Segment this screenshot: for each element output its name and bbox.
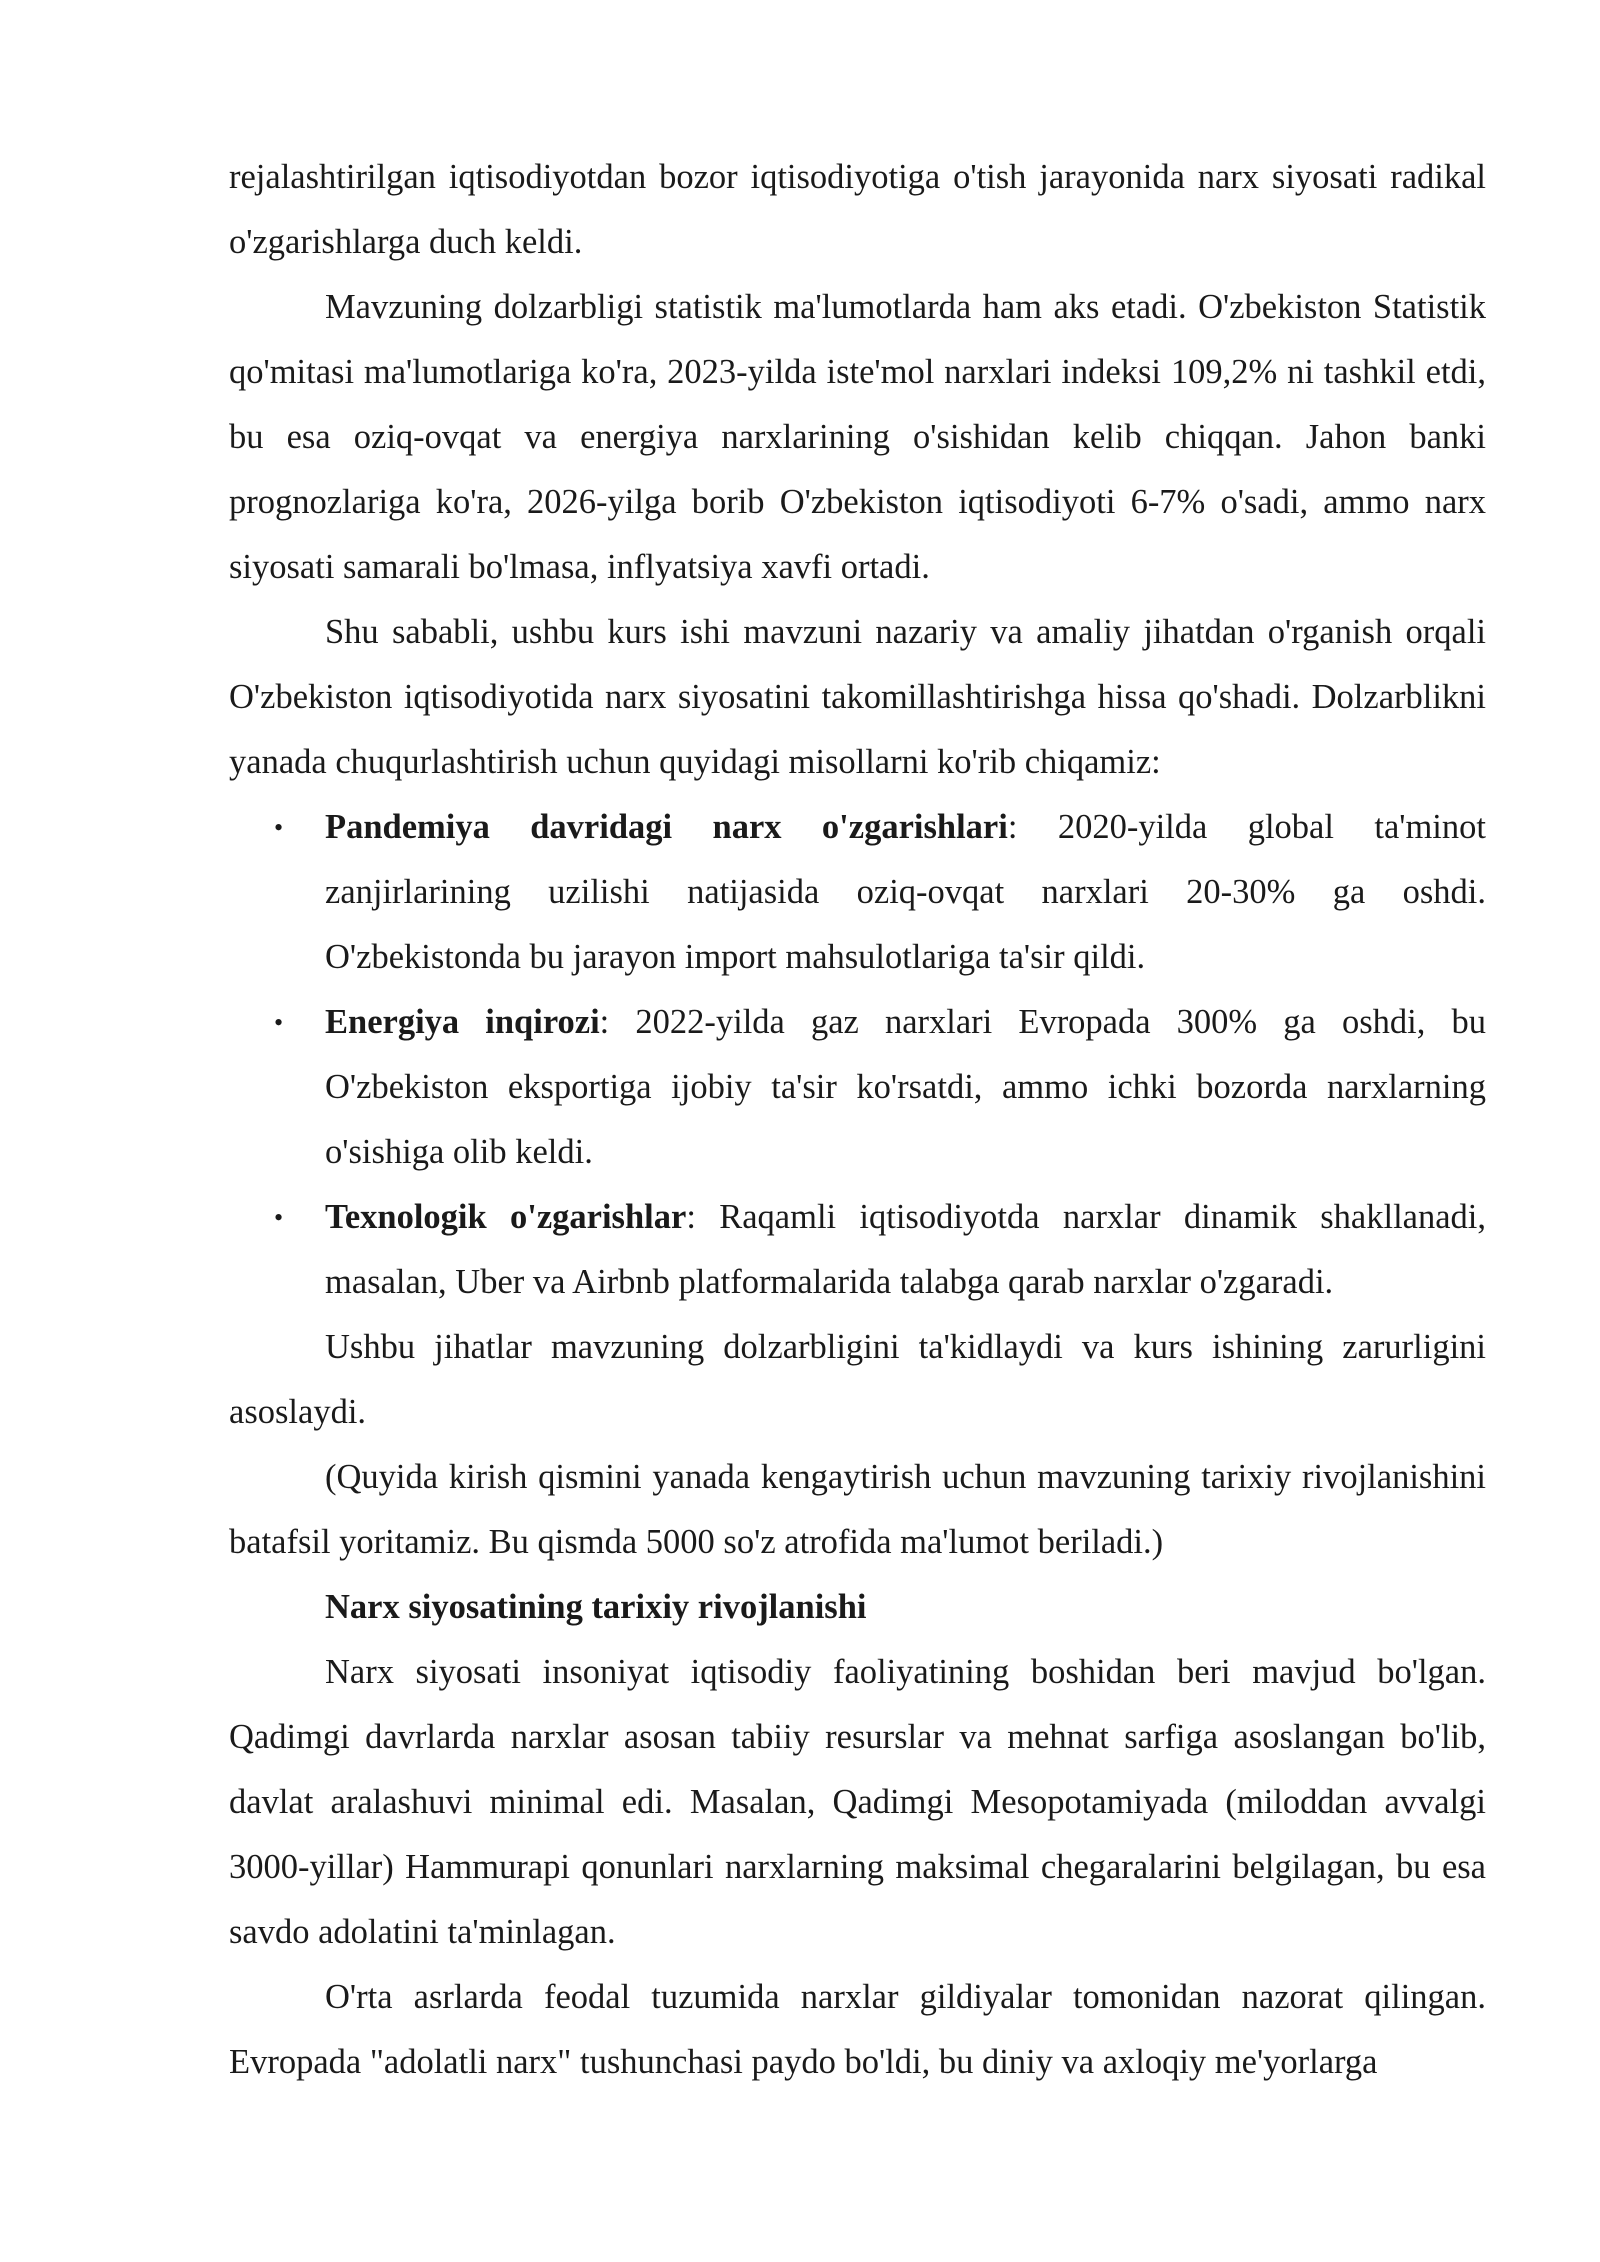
examples-bullet-list bbox=[229, 795, 1486, 1315]
paragraph-relevance-summary: Shu sababli, ushbu kurs ishi mavzuni nazariy va amaliy jihatdan o'rganish orqali O'zbekiston iqtisodiyotida narx siyosatini takomillashtirishga hissa qo'shadi. Dolzarblikni yanada chuqurlashtirish uchun quyidagi misollarni ko'rib chiqamiz: bbox=[229, 613, 1486, 781]
bullet-term: Pandemiya davridagi narx o'zgarishlari bbox=[325, 808, 1008, 846]
paragraph-history-ancient: Narx siyosati insoniyat iqtisodiy faoliyatining boshidan beri mavjud bo'lgan. Qadimgi davrlarda narxlar asosan tabiiy resurslar va mehnat sarfiga asoslangan bo'lib, davlat aralashuvi minimal edi. Masalan, Qadimgi Mesopotamiyada (miloddan avvalgi 3000-yillar) Hammurapi qonunlari narxlarning maksimal chegaralarini belgilagan, bu esa savdo adolatini ta'minlagan. bbox=[229, 1653, 1486, 1951]
bullet-text: : 2020-yilda global ta'minot zanjirlarining uzilishi natijasida oziq-ovqat narxlari 20-30% ga oshdi. O'zbekistonda bu jarayon import mahsulotlariga ta'sir qildi. bbox=[325, 808, 1486, 976]
bullet-icon: • bbox=[274, 1203, 284, 1232]
paragraph-note: (Quyida kirish qismini yanada kengaytirish uchun mavzuning tarixiy rivojlanishini batafsil yoritamiz. Bu qismda 5000 so'z atrofida ma'lumot beriladi.) bbox=[229, 1458, 1486, 1561]
paragraph-history-medieval: O'rta asrlarda feodal tuzumida narxlar gildiyalar tomonidan nazorat qilingan. Evropada "adolatli narx" tushunchasi paydo bo'ldi, bu diniy va axloqiy me'yorlarga bbox=[229, 1978, 1486, 2081]
bullet-term: Energiya inqirozi bbox=[325, 1003, 600, 1041]
paragraph-continuation: rejalashtirilgan iqtisodiyotdan bozor iqtisodiyotiga o'tish jarayonida narx siyosati radikal o'zgarishlarga duch keldi. bbox=[229, 158, 1486, 261]
bullet-icon: • bbox=[274, 813, 284, 842]
list-item bbox=[274, 1185, 1486, 1315]
list-item bbox=[274, 990, 1486, 1185]
section-heading: Narx siyosatining tarixiy rivojlanishi bbox=[325, 1588, 867, 1626]
bullet-term: Texnologik o'zgarishlar bbox=[325, 1198, 687, 1236]
bullet-icon: • bbox=[274, 1008, 284, 1037]
list-item bbox=[274, 795, 1486, 990]
bullet-text: : 2022-yilda gaz narxlari Evropada 300% ga oshdi, bu O'zbekiston eksportiga ijobiy ta'sir ko'rsatdi, ammo ichki bozorda narxlarning o'sishiga olib keldi. bbox=[325, 1003, 1486, 1171]
paragraph-conclusion: Ushbu jihatlar mavzuning dolzarbligini ta'kidlaydi va kurs ishining zarurligini asoslaydi. bbox=[229, 1328, 1486, 1431]
document-page bbox=[229, 145, 1486, 2095]
paragraph-relevance-statistics: Mavzuning dolzarbligi statistik ma'lumotlarda ham aks etadi. O'zbekiston Statistik qo'mitasi ma'lumotlariga ko'ra, 2023-yilda iste'mol narxlari indeksi 109,2% ni tashkil etdi, bu esa oziq-ovqat va energiya narxlarining o'sishidan kelib chiqqan. Jahon banki prognozlariga ko'ra, 2026-yilga borib O'zbekiston iqtisodiyoti 6-7% o'sadi, ammo narx siyosati samarali bo'lmasa, inflyatsiya xavfi ortadi. bbox=[229, 288, 1486, 586]
bullet-text: : Raqamli iqtisodiyotda narxlar dinamik shakllanadi, masalan, Uber va Airbnb platformalarida talabga qarab narxlar o'zgaradi. bbox=[325, 1198, 1486, 1301]
